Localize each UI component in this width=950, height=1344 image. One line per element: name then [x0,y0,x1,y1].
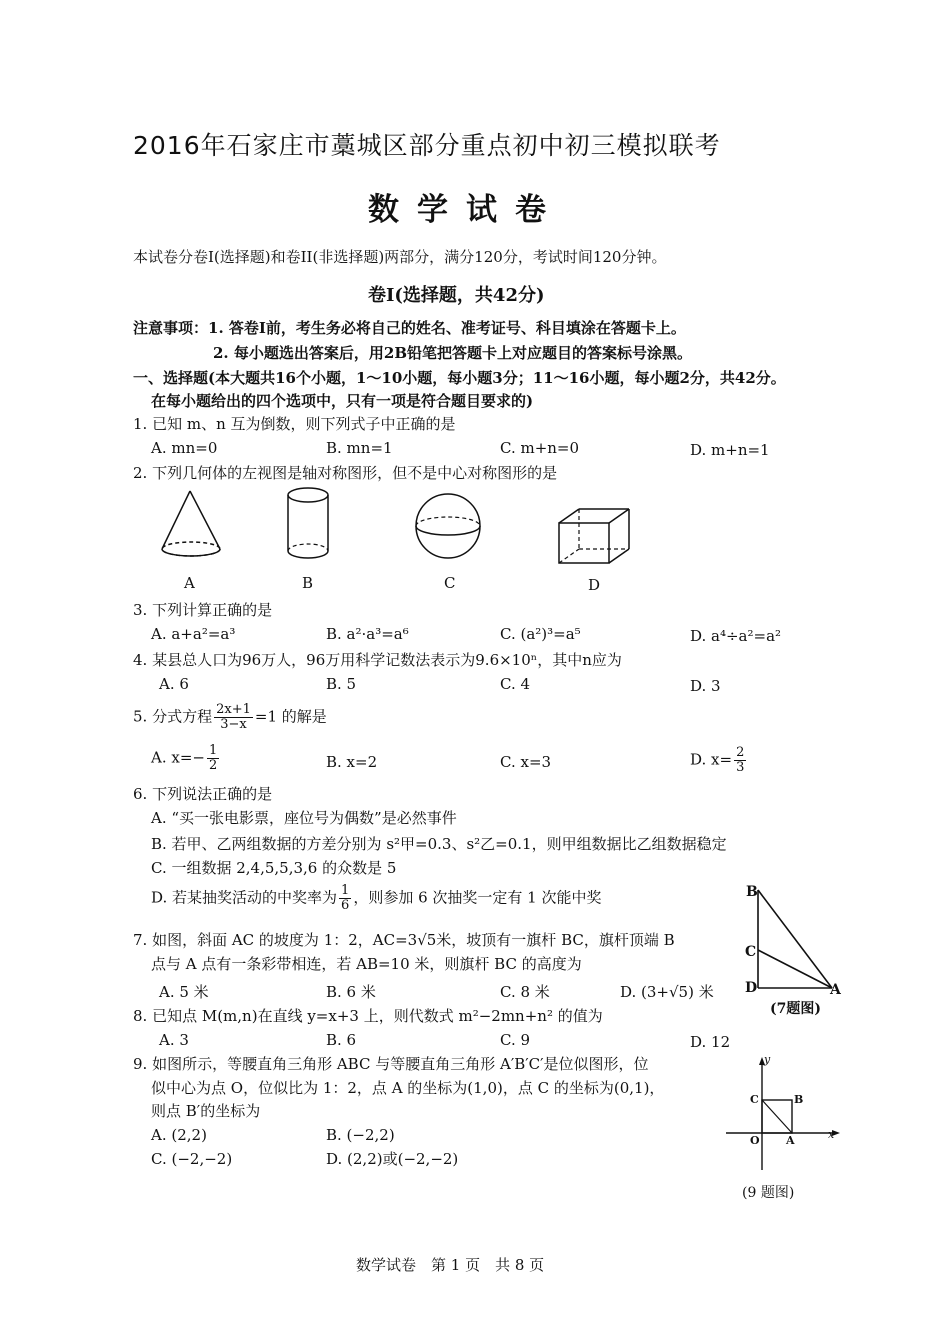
exam-intro: 本试卷分卷I(选择题)和卷II(非选择题)两部分，满分120分，考试时间120分钟。 [133,248,667,266]
q6-option-d-denominator: 6 [341,898,350,913]
q9-option-d: D. (2,2)或(−2,−2) [326,1150,459,1168]
exam-header-title: 2016年石家庄市藁城区部分重点初中初三模拟联考 [133,131,721,160]
q5-option-d [690,746,748,775]
q3-option-c: C. (a²)³=a⁵ [500,625,581,643]
q6-option-d [151,884,601,913]
section-title: 卷I(选择题，共42分) [368,285,545,306]
q2-label-a: A [184,574,195,592]
q5-fraction [214,703,253,732]
q5-option-a-fraction [207,744,219,773]
q9-figure [720,1055,845,1175]
cone-figure [150,485,240,565]
q2-label-d: D [588,576,601,594]
q7-stem-line-1: 7. 如图，斜面 AC 的坡度为 1：2，AC=3√5米，坡顶有一旗杆 BC，旗杆顶端 B [133,931,675,949]
q8-option-d: D. 12 [690,1033,731,1051]
q9-figure-y-axis-label: y [764,1053,771,1066]
q3-option-a: A. a+a²=a³ [151,625,236,643]
q7-option-c: C. 8 米 [500,983,550,1001]
q7-figure-point-d: D [745,980,758,996]
q9-stem-line-3: 则点 B′的坐标为 [151,1102,261,1120]
q9-figure-origin-o: O [750,1134,760,1147]
q5-option-b: B. x=2 [326,753,378,771]
page-footer: 数学试卷 第 1 页 共 8 页 [356,1256,545,1274]
q3-stem: 3. 下列计算正确的是 [133,601,273,619]
q2-label-b: B [302,574,314,592]
notice-1: 注意事项：1. 答卷Ⅰ前，考生务必将自己的姓名、准考证号、科目填涂在答题卡上。 [133,319,686,337]
q1-option-b: B. mn=1 [326,439,393,457]
part-instruction-1: 一、选择题(本大题共16个小题，1～10小题，每小题3分；11～16小题，每小题2分，共42分。 [133,369,786,387]
q4-option-c: C. 4 [500,675,531,693]
q5-option-d-fraction [734,746,746,775]
q2-stem: 2. 下列几何体的左视图是轴对称图形，但不是中心对称图形的是 [133,464,558,482]
q5-option-a-prefix: A. x=− [151,748,205,767]
q7-stem-line-2: 点与 A 点有一条彩带相连，若 AB=10 米，则旗杆 BC 的高度为 [151,955,582,973]
q6-option-d-fraction [339,884,351,913]
q7-figure-point-b: B [746,884,758,900]
q7-figure-point-c: C [745,944,757,960]
q6-option-d-prefix: D. 若某抽奖活动的中奖率为 [151,888,338,907]
q8-option-c: C. 9 [500,1031,531,1049]
q8-stem: 8. 已知点 M(m,n)在直线 y=x+3 上，则代数式 m²−2mn+n² 的值为 [133,1007,603,1025]
q5-stem-prefix: 5. 分式方程 [133,707,213,726]
q5-option-d-prefix: D. x= [690,750,733,769]
cube-figure [555,505,640,570]
q1-stem: 1. 已知 m、n 互为倒数，则下列式子中正确的是 [133,415,456,433]
q1-option-d: D. m+n=1 [690,441,770,459]
q9-figure-caption: (9 题图) [742,1185,795,1201]
q5-option-d-numerator: 2 [736,745,745,760]
q4-option-d: D. 3 [690,677,721,695]
q5-stem-suffix: =1 的解是 [254,707,327,726]
q9-figure-point-a: A [786,1134,795,1147]
q6-option-b: B. 若甲、乙两组数据的方差分别为 s²甲=0.3、s²乙=0.1，则甲组数据比乙组数据稳定 [151,835,727,853]
q7-figure-caption: (7题图) [770,1001,821,1017]
q5-option-a [151,744,221,773]
q9-stem-line-2: 似中心为点 O，位似比为 1：2，点 A 的坐标为(1,0)，点 C 的坐标为(0,1)， [151,1079,665,1097]
q9-option-b: B. (−2,2) [326,1126,395,1144]
q6-option-d-suffix: ，则参加 6 次抽奖一定有 1 次能中奖 [353,888,602,907]
q6-option-d-numerator: 1 [341,883,350,898]
sphere-figure [410,490,490,565]
q5-stem [133,703,327,732]
q5-option-d-denominator: 3 [736,760,745,775]
q8-option-b: B. 6 [326,1031,357,1049]
q5-option-a-numerator: 1 [208,743,218,758]
part-instruction-2: 在每小题给出的四个选项中，只有一项是符合题目要求的) [151,392,534,410]
q7-figure-point-a: A [830,982,841,998]
q5-fraction-denominator: 3−x [220,717,247,732]
q2-label-c: C [444,574,456,592]
q5-option-a-denominator: 2 [208,758,218,773]
q3-option-d: D. a⁴÷a²=a² [690,627,782,645]
q6-stem: 6. 下列说法正确的是 [133,785,273,803]
q1-option-c: C. m+n=0 [500,439,580,457]
q5-fraction-numerator: 2x+1 [216,702,251,717]
q8-option-a: A. 3 [159,1031,189,1049]
q4-stem: 4. 某县总人口为96万人，96万用科学记数法表示为9.6×10ⁿ，其中n应为 [133,651,622,669]
q6-option-a: A. “买一张电影票，座位号为偶数”是必然事件 [151,809,457,827]
q5-option-c: C. x=3 [500,753,552,771]
q9-figure-x-axis-label: x [828,1128,835,1141]
q7-option-d: D. (3+√5) 米 [620,983,714,1001]
q3-option-b: B. a²·a³=a⁶ [326,625,409,643]
q7-option-a: A. 5 米 [159,983,209,1001]
q4-option-b: B. 5 [326,675,357,693]
cylinder-figure [280,485,340,570]
q9-stem-line-1: 9. 如图所示，等腰直角三角形 ABC 与等腰直角三角形 A′B′C′是位似图形，位 [133,1055,649,1073]
q9-option-c: C. (−2,−2) [151,1150,233,1168]
exam-subject-title: 数学试卷 [368,192,564,228]
q4-option-a: A. 6 [159,675,189,693]
q6-option-c: C. 一组数据 2,4,5,5,3,6 的众数是 5 [151,859,397,877]
notice-2: 2. 每小题选出答案后，用2B铅笔把答题卡上对应题目的答案标号涂黑。 [213,344,692,362]
q9-figure-point-c: C [750,1093,759,1106]
q1-option-a: A. mn=0 [151,439,218,457]
q9-option-a: A. (2,2) [151,1126,207,1144]
q7-option-b: B. 6 米 [326,983,376,1001]
q9-figure-point-b: B [794,1093,804,1106]
